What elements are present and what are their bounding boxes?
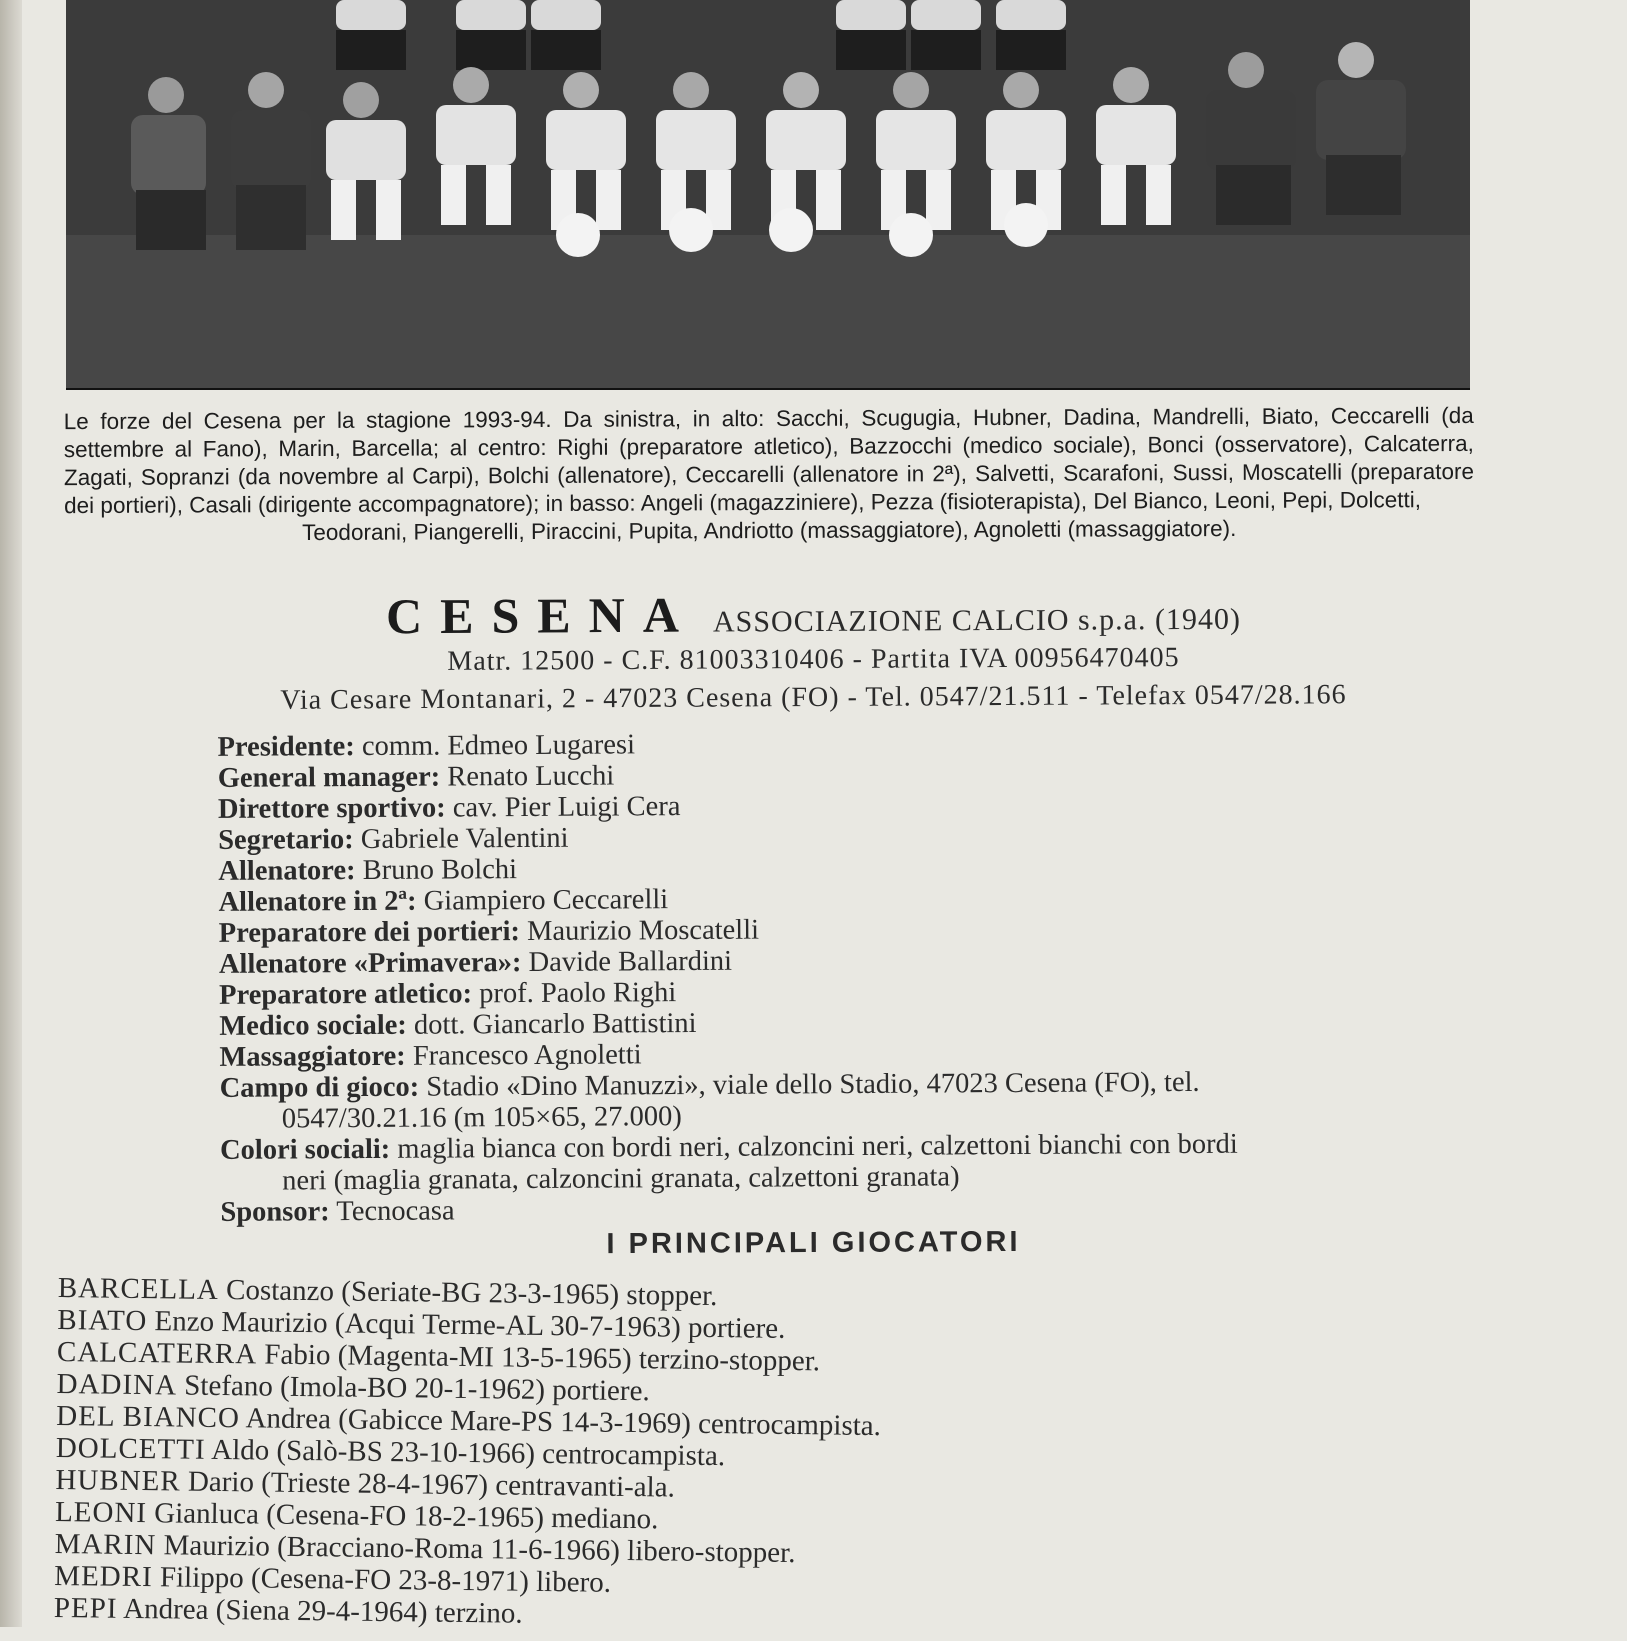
staff-label: Campo di gioco:: [219, 1071, 420, 1104]
staff-row-colori-sociali: [220, 1127, 1490, 1197]
player-details: Maurizio (Bracciano-Roma 11-6-1966) libero-stopper.: [163, 1529, 796, 1570]
player-details: Andrea (Siena 29-4-1964) terzino.: [122, 1592, 523, 1630]
staff-label: Colori sociali:: [219, 1133, 391, 1166]
staff-value: Tecnocasa: [336, 1195, 455, 1228]
player-surname: MEDRI: [54, 1559, 153, 1594]
club-header: [0, 581, 1627, 648]
player-surname: PEPI: [53, 1591, 118, 1625]
staff-value: dott. Giancarlo Battistini: [413, 1007, 697, 1041]
staff-label: Allenatore «Primavera»:: [218, 947, 522, 980]
staff-label: Medico sociale:: [219, 1009, 407, 1042]
staff-label: Segretario:: [218, 824, 354, 856]
player-details: Dario (Trieste 28-4-1967) centravanti-ala.: [187, 1465, 676, 1504]
staff-label: Massaggiatore:: [219, 1040, 406, 1073]
staff-label: General manager:: [217, 761, 441, 794]
players-section-title: I PRINCIPALI GIOCATORI: [606, 1225, 1021, 1261]
staff-value: maglia bianca con bordi neri, calzoncini neri, calzettoni bianchi con bordi: [397, 1128, 1238, 1165]
player-details: Andrea (Gabicce Mare-PS 14-3-1969) centrocampista.: [245, 1402, 882, 1443]
staff-value: Renato Lucchi: [447, 760, 615, 793]
club-address: Via Cesare Montanari, 2 - 47023 Cesena (FO) - Tel. 0547/21.511 - Telefax 0547/28.166: [280, 679, 1347, 716]
player-details: Costanzo (Seriate-BG 23-3-1965) stopper.: [225, 1274, 718, 1313]
staff-value: prof. Paolo Righi: [479, 977, 677, 1010]
staff-label: Preparatore dei portieri:: [218, 916, 521, 949]
staff-value: Stadio «Dino Manuzzi», viale dello Stadio, 47023 Cesena (FO), tel.: [426, 1066, 1200, 1103]
player-surname: DEL BIANCO: [56, 1399, 241, 1435]
player-details: Stefano (Imola-BO 20-1-1962) portiere.: [184, 1369, 650, 1408]
player-surname: BARCELLA: [57, 1272, 220, 1306]
photo-caption: [64, 402, 1475, 548]
club-name: CESENA: [385, 586, 698, 645]
players-list: [54, 1272, 1458, 1641]
player-details: Gianluca (Cesena-FO 18-2-1965) mediano.: [154, 1497, 659, 1536]
staff-row-campo-di-gioco: [220, 1065, 1490, 1135]
staff-value: Giampiero Ceccarelli: [423, 884, 669, 917]
staff-label: Preparatore atletico:: [219, 978, 473, 1011]
staff-value-continued: neri (maglia granata, calzoncini granata, calzettoni granata): [282, 1161, 960, 1197]
team-photo: [66, 0, 1470, 390]
staff-value: cav. Pier Luigi Cera: [452, 791, 681, 824]
club-subtitle: ASSOCIAZIONE CALCIO s.p.a. (1940): [712, 602, 1242, 639]
staff-value: Maurizio Moscatelli: [527, 914, 760, 947]
player-details: Fabio (Magenta-MI 13-5-1965) terzino-stopper.: [264, 1338, 821, 1378]
staff-value: comm. Edmeo Lugaresi: [361, 729, 636, 763]
player-details: Aldo (Salò-BS 23-10-1966) centrocampista.: [211, 1433, 726, 1473]
staff-label: Allenatore:: [218, 855, 356, 887]
player-surname: DOLCETTI: [55, 1431, 206, 1466]
player-surname: HUBNER: [55, 1463, 181, 1498]
staff-row-sponsor: [220, 1189, 1490, 1228]
player-surname: LEONI: [54, 1495, 148, 1530]
player-details: Filippo (Cesena-FO 23-8-1971) libero.: [159, 1561, 612, 1599]
caption-body: Le forze del Cesena per la stagione 1993-94. Da sinistra, in alto: Sacchi, Scugugia, Hubner, Dadina, Mandrelli, Biato, Ceccarelli (da settembre al Fano), Marin, Barcella; al centro: Righi (preparatore atletico), Bazzocchi (medico sociale), Bonci (osservatore), Calcaterra, Zagati, Sopranzi (da novembre al Carpi), Bolchi (allenatore), Ceccarelli (allenatore in 2ª), Salvetti, Scarafoni, Sussi, Moscatelli (preparatore dei portieri), Casali (dirigente accompagnatore); in basso: Angeli (magazziniere), Pezza (fisioterapista), Del Bianco, Leoni, Pepi, Dolcetti,: [63, 402, 1475, 519]
player-surname: CALCATERRA: [56, 1335, 258, 1371]
staff-value: Davide Ballardini: [528, 945, 733, 978]
player-surname: BIATO: [57, 1303, 148, 1338]
team-photo-image: [66, 0, 1470, 388]
staff-label: Allenatore in 2ª:: [218, 885, 417, 918]
staff-list: [217, 724, 1490, 1228]
page-binding-edge: [0, 0, 22, 1627]
player-details: Enzo Maurizio (Acqui Terme-AL 30-7-1963) portiere.: [154, 1305, 786, 1345]
player-surname: DADINA: [56, 1367, 178, 1402]
club-registration: Matr. 12500 - C.F. 81003310406 - Partita IVA 00956470405: [447, 642, 1180, 677]
staff-label: Sponsor:: [220, 1196, 330, 1228]
caption-last-line: Teodorani, Piangerelli, Piraccini, Pupita, Andriotto (massaggiatore), Agnoletti (massaggiatore).: [302, 515, 1237, 546]
staff-value: Francesco Agnoletti: [412, 1039, 642, 1072]
player-surname: MARIN: [54, 1527, 157, 1562]
staff-value: Bruno Bolchi: [362, 854, 518, 886]
staff-value-continued: 0547/30.21.16 (m 105×65, 27.000): [281, 1101, 682, 1135]
staff-label: Presidente:: [217, 731, 355, 763]
staff-value: Gabriele Valentini: [360, 822, 569, 856]
staff-label: Direttore sportivo:: [217, 792, 446, 825]
